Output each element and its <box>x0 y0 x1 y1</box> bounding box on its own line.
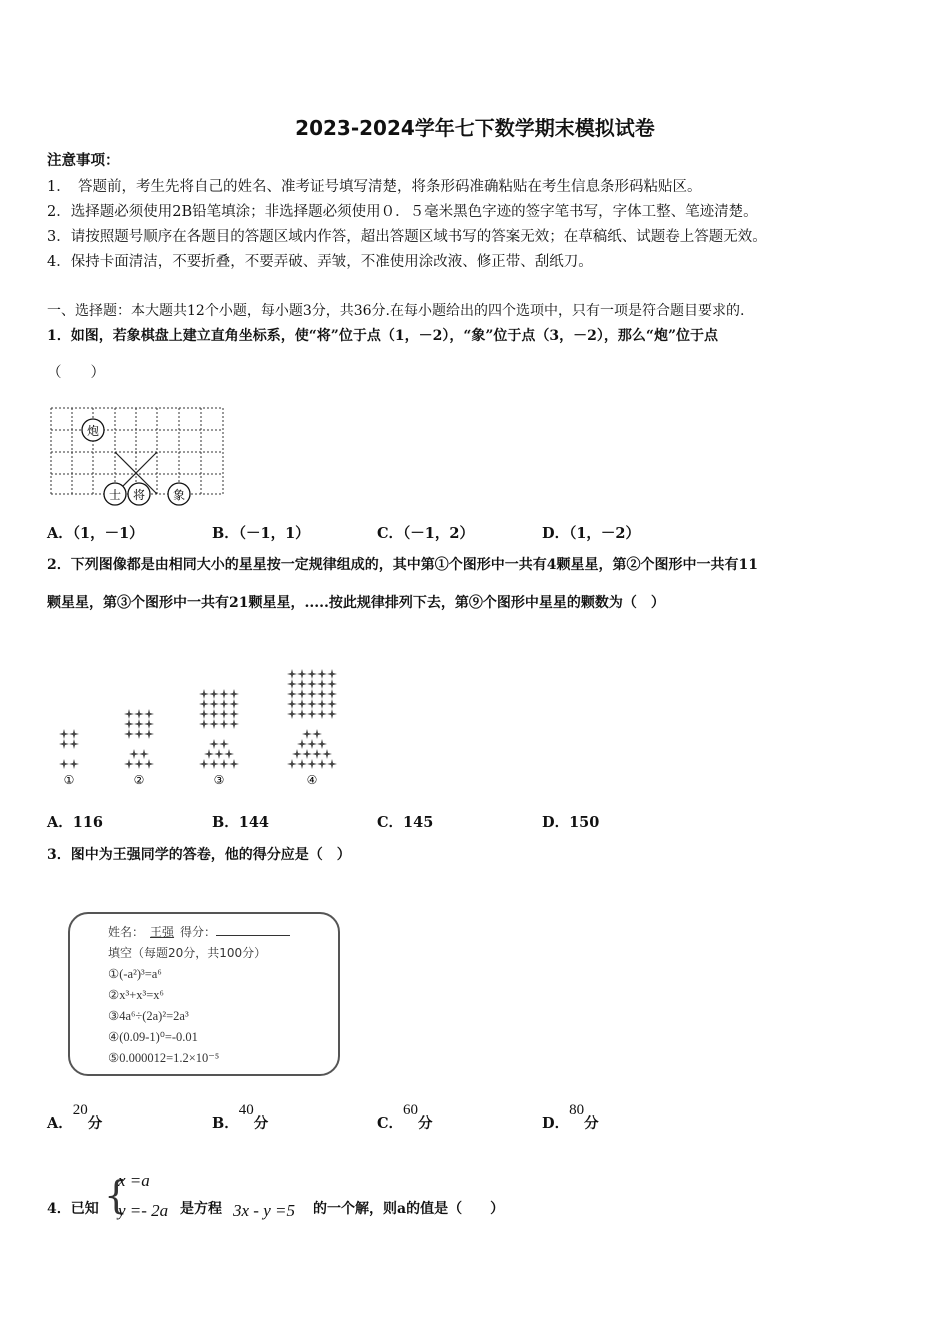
q1-answer-paren: （ ） <box>47 365 105 381</box>
star-icon <box>59 739 69 749</box>
star-icon <box>199 699 209 709</box>
star-icon <box>317 699 327 709</box>
q1-text: 1．如图，若象棋盘上建立直角坐标系，使“将”位于点（1，－2），“象”位于点（3，－2），那么“炮”位于点 <box>47 328 719 344</box>
star-icon <box>69 729 79 739</box>
star-icon <box>219 759 229 769</box>
star-icon <box>209 759 219 769</box>
star-icon <box>317 669 327 679</box>
star-icon <box>229 699 239 709</box>
q2-text-line2: 颗星星，第③个图形中一共有21颗星星，.....按此规律排列下去，第⑨个图形中星星的颗数为（ ） <box>47 595 665 611</box>
star-icon <box>69 759 79 769</box>
star-icon <box>307 699 317 709</box>
star-icon <box>144 729 154 739</box>
notice-item: 2．选择题必须使用2B铅笔填涂；非选择题必须使用０．５毫米黑色字迹的签字笔书写，字体工整、笔迹清楚。 <box>47 204 758 220</box>
star-icon <box>209 719 219 729</box>
system-eq1: x =a <box>118 1171 150 1190</box>
star-icon <box>219 719 229 729</box>
figure-label: ④ <box>306 773 318 787</box>
star-icon <box>307 709 317 719</box>
star-icon <box>317 709 327 719</box>
q3-option-b[interactable]: B．40分 <box>212 1102 269 1132</box>
notice-item: 3．请按照题号顺序在各题目的答题区域内作答，超出答题区域书写的答案无效；在草稿纸、试题卷上答题无效。 <box>47 229 767 245</box>
star-icon <box>134 709 144 719</box>
star-icon <box>297 669 307 679</box>
card-header <box>108 922 338 943</box>
star-icon <box>134 729 144 739</box>
star-icon <box>144 759 154 769</box>
q3-option-a[interactable]: A．20分 <box>47 1102 103 1132</box>
notice-item: 1． 答题前，考生先将自己的姓名、准考证号填写清楚，将条形码准确粘贴在考生信息条形码粘贴区。 <box>47 179 702 195</box>
card-instruction: 填空（每题20分，共100分） <box>108 946 267 960</box>
star-icon <box>297 709 307 719</box>
star-icon <box>302 749 312 759</box>
svg-text:炮: 炮 <box>86 424 100 438</box>
card-item: ③4a⁶÷(2a)²=2a³ <box>108 1009 189 1023</box>
svg-text:象: 象 <box>172 488 186 502</box>
q2-option-b[interactable]: B．144 <box>212 814 270 831</box>
star-icon <box>307 689 317 699</box>
piece-jiang <box>128 483 150 505</box>
star-icon <box>69 739 79 749</box>
star-icon <box>287 699 297 709</box>
star-icon <box>229 709 239 719</box>
star-icon <box>139 749 149 759</box>
q2-option-c[interactable]: C．145 <box>377 814 434 831</box>
star-icon <box>307 669 317 679</box>
q3-option-c[interactable]: C．60分 <box>377 1102 433 1132</box>
star-icon <box>59 759 69 769</box>
star-icon <box>144 719 154 729</box>
q4-prefix: 4．已知 <box>47 1201 99 1217</box>
card-item: ⑤0.000012=1.2×10⁻⁵ <box>108 1051 220 1065</box>
star-icon <box>312 729 322 739</box>
notice-item: 4．保持卡面清洁，不要折叠，不要弄破、弄皱，不准使用涂改液、修正带、刮纸刀。 <box>47 254 593 270</box>
q2-option-a[interactable]: A．116 <box>47 814 104 831</box>
star-icon <box>199 719 209 729</box>
star-icon <box>317 759 327 769</box>
star-icon <box>129 749 139 759</box>
page-title: 2023-2024学年七下数学期末模拟试卷 <box>295 116 655 140</box>
q4-suffix: 的一个解，则a的值是（ ） <box>313 1201 505 1217</box>
star-icon <box>214 749 224 759</box>
star-pattern-figure <box>47 636 357 796</box>
star-icon <box>317 739 327 749</box>
star-icon <box>297 739 307 749</box>
answer-sheet-card <box>68 912 340 1076</box>
star-icon <box>144 709 154 719</box>
q4-mid: 是方程 <box>180 1201 222 1217</box>
star-icon <box>327 669 337 679</box>
card-item: ②x³+x³=x⁶ <box>108 988 164 1002</box>
star-icon <box>134 719 144 729</box>
star-icon <box>124 719 134 729</box>
star-icon <box>327 689 337 699</box>
star-icon <box>229 689 239 699</box>
piece-xiang <box>168 483 190 505</box>
section-heading: 一、选择题：本大题共12个小题，每小题3分，共36分.在每小题给出的四个选项中，只有一项是符合题目要求的. <box>47 303 745 319</box>
star-icon <box>219 709 229 719</box>
star-icon <box>124 729 134 739</box>
star-icon <box>297 679 307 689</box>
star-icon <box>199 759 209 769</box>
piece-shi <box>104 483 126 505</box>
star-icon <box>224 749 234 759</box>
star-icon <box>307 739 317 749</box>
star-icon <box>322 749 332 759</box>
q3-text: 3．图中为王强同学的答卷，他的得分应是（ ） <box>47 847 351 863</box>
star-icon <box>302 729 312 739</box>
q3-option-d[interactable]: D．80分 <box>542 1102 599 1132</box>
star-icon <box>327 679 337 689</box>
star-icon <box>312 749 322 759</box>
star-icon <box>307 679 317 689</box>
q2-option-d[interactable]: D．150 <box>542 814 600 831</box>
chessboard-figure <box>47 404 229 506</box>
star-icon <box>134 759 144 769</box>
q2-text-line1: 2．下列图像都是由相同大小的星星按一定规律组成的，其中第①个图形中一共有4颗星星，第②个图形中一共有11 <box>47 557 758 573</box>
brace: { <box>104 1173 129 1217</box>
star-icon <box>229 719 239 729</box>
star-icon <box>297 689 307 699</box>
piece-pao <box>82 419 104 441</box>
star-icon <box>219 739 229 749</box>
q1-option-d[interactable]: D．（1，－2） <box>542 525 641 542</box>
star-icon <box>317 679 327 689</box>
figure-label: ② <box>133 773 145 787</box>
star-icon <box>287 669 297 679</box>
star-icon <box>297 699 307 709</box>
figure-label: ③ <box>213 773 225 787</box>
score-label: 得分： <box>180 925 217 939</box>
star-icon <box>292 749 302 759</box>
q4-equation: 3x - y =5 <box>233 1201 295 1220</box>
star-icon <box>229 759 239 769</box>
star-icon <box>307 759 317 769</box>
star-icon <box>327 709 337 719</box>
notice-heading: 注意事项： <box>47 152 120 169</box>
star-icon <box>297 759 307 769</box>
name-label: 姓名： <box>108 925 145 939</box>
star-icon <box>327 699 337 709</box>
star-icon <box>199 709 209 719</box>
star-icon <box>124 709 134 719</box>
star-icon <box>287 709 297 719</box>
q1-option-a[interactable]: A．（1，－1） <box>47 525 144 542</box>
q1-option-b[interactable]: B．（－1，1） <box>212 525 310 542</box>
name-value: 王强 <box>150 925 175 939</box>
svg-text:将: 将 <box>132 488 146 502</box>
star-icon <box>209 739 219 749</box>
star-icon <box>219 689 229 699</box>
star-icon <box>287 759 297 769</box>
star-icon <box>124 759 134 769</box>
star-icon <box>327 759 337 769</box>
card-item: ①(-a²)³=a⁶ <box>108 967 162 981</box>
star-icon <box>287 689 297 699</box>
star-icon <box>287 679 297 689</box>
star-icon <box>317 689 327 699</box>
star-icon <box>209 709 219 719</box>
system-eq2: y =- 2a <box>118 1201 169 1220</box>
figure-label: ① <box>63 773 75 787</box>
card-item: ④(0.09-1)⁰=-0.01 <box>108 1030 198 1044</box>
star-icon <box>209 699 219 709</box>
star-icon <box>204 749 214 759</box>
q1-option-c[interactable]: C．（－1，2） <box>377 525 474 542</box>
star-icon <box>199 689 209 699</box>
star-icon <box>209 689 219 699</box>
star-icon <box>59 729 69 739</box>
svg-text:士: 士 <box>108 488 122 502</box>
star-icon <box>219 699 229 709</box>
